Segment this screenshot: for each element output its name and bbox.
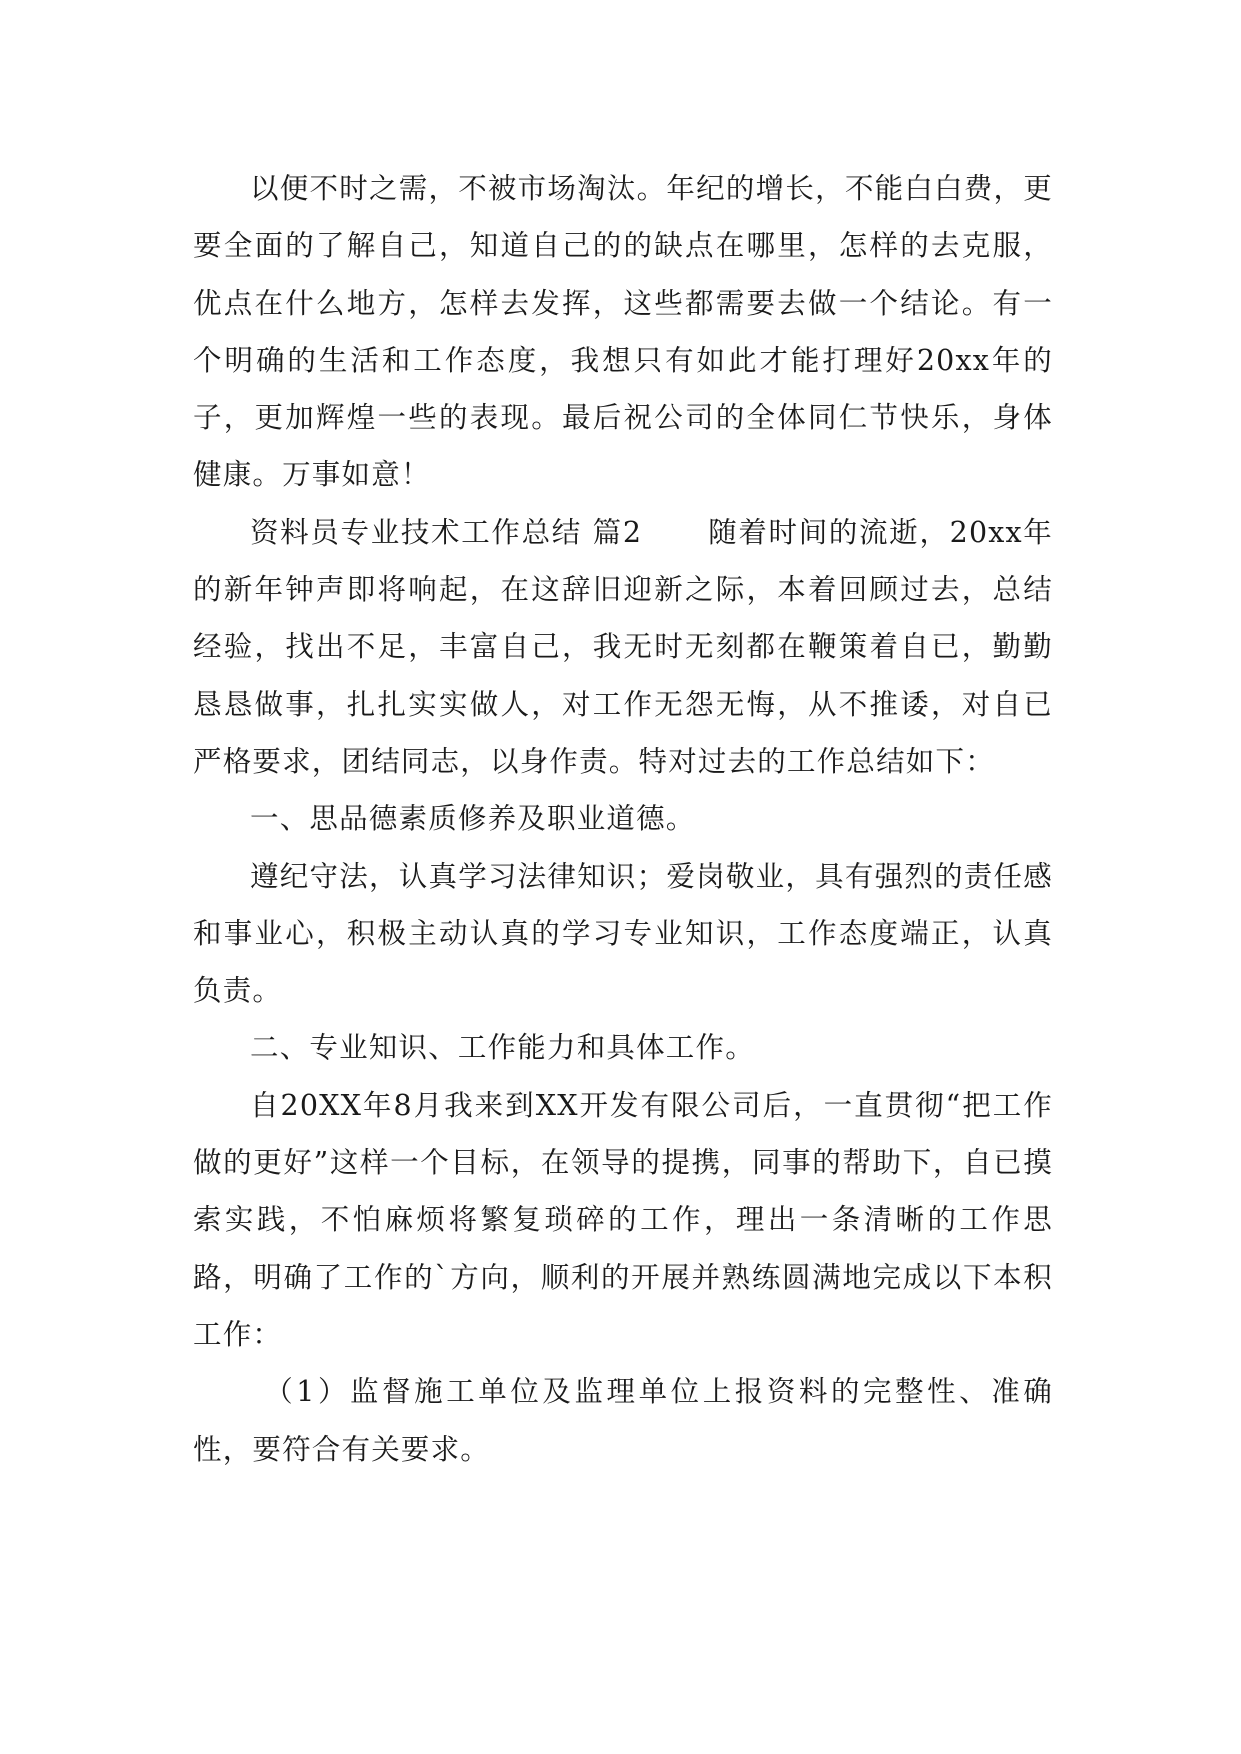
paragraph-3: 一、思品德素质修养及职业道德。 bbox=[250, 802, 696, 836]
paragraph-4: 遵纪守法，认真学习法律知识；爱岗敬业，具有强烈的责任感和事业心，积极主动认真的学习专业知识，工作态度端正，认真负责。 bbox=[193, 859, 1053, 1008]
paragraph-5: 二、专业知识、工作能力和具体工作。 bbox=[250, 1031, 755, 1065]
paragraph-7: （1）监督施工单位及监理单位上报资料的完整性、准确性，要符合有关要求。 bbox=[193, 1375, 1053, 1466]
paragraph-1: 以便不时之需，不被市场淘汰。年纪的增长，不能白白费，更要全面的了解自己，知道自己的的缺点在哪里，怎样的去克服，优点在什么地方，怎样去发挥，这些都需要去做一个结论。有一个明确的生活和工作态度，我想只有如此才能打理好20xx年的子，更加辉煌一些的表现。最后祝公司的全体同仁节快乐，身体健康。万事如意！ bbox=[193, 172, 1053, 492]
paragraph-2-text: 随着时间的流逝，20xx年的新年钟声即将响起，在这辞旧迎新之际，本着回顾过去，总结经验，找出不足，丰富自己，我无时无刻都在鞭策着自已，勤勤恳恳做事，扎扎实实做人，对工作无怨无悔，从不推诿，对自已严格要求，团结同志，以身作责。特对过去的工作总结如下： bbox=[193, 515, 1054, 778]
section-heading: 资料员专业技术工作总结 篇2 bbox=[250, 515, 643, 549]
document-body bbox=[193, 160, 1053, 1478]
paragraph-6: 自20XX年8月我来到XX开发有限公司后，一直贯彻“把工作做的更好”这样一个目标，在领导的提携，同事的帮助下，自已摸索实践，不怕麻烦将繁复琐碎的工作，理出一条清晰的工作思路，明确了工作的`方向，顺利的开展并熟练圆满地完成以下本积工作： bbox=[193, 1088, 1053, 1351]
paragraph-2 bbox=[193, 504, 1053, 790]
